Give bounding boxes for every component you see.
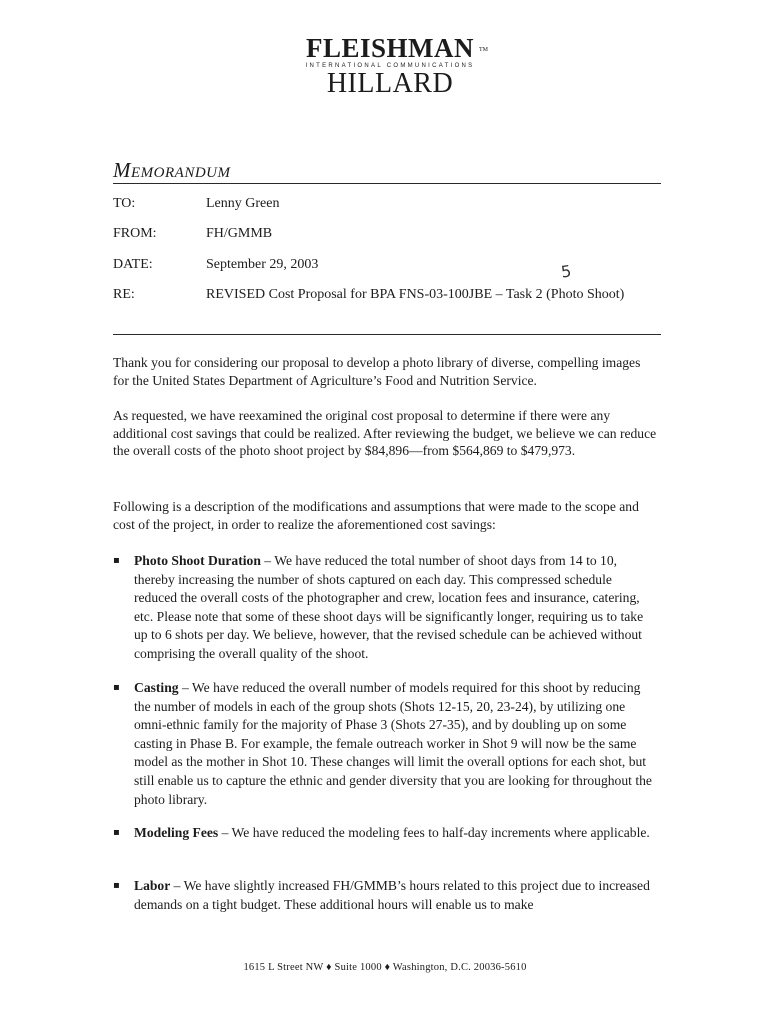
bullet-text [134, 679, 658, 809]
divider-top [113, 183, 661, 184]
logo-name-top [305, 33, 489, 63]
date-value: September 29, 2003 [206, 257, 319, 272]
handwritten-annotation: 5 [559, 261, 573, 282]
logo-name-top-text: FLEISHMAN [305, 33, 475, 63]
to-label: TO: [113, 196, 136, 211]
memo-title-initial: M [113, 158, 131, 182]
bullet-title: Modeling Fees [134, 825, 219, 840]
bullet-marker: ▪ [113, 880, 120, 891]
paragraph-intro: Thank you for considering our proposal to develop a photo library of diverse, compelling images for the United States Department of Agriculture’s Food and Nutrition Service. [113, 355, 641, 388]
paragraph-modifications: Following is a description of the modifications and assumptions that were made to the scope and cost of the project, in order to realize the aforementioned cost savings: [113, 499, 639, 532]
bullet-body: – We have reduced the total number of shoot days from 14 to 10, thereby increasing the number of shots captured on each day. This compressed schedule reduced the overall costs of the photographer and crew, location fees and insurance, catering, etc. Please note that some of these shoot days will be significantly longer, requiring us to take up to 6 shots per day. We believe, however, that the revised schedule can be achieved without comprising the overall quality of the shoot. [134, 553, 644, 661]
divider-bottom [113, 334, 661, 335]
date-label: DATE: [113, 257, 153, 272]
bullet-body: – We have reduced the overall number of models required for this shoot by reducing the number of models in each of the group shots (Shots 12-15, 20, 23-24), by utilizing one omni-ethnic family for the majority of Phase 3 (Shots 27-35), and by doubling up on some casting in Phase B. For example, the female outreach worker in Shot 9 will now be the same model as the mother in Shot 10. These changes will limit the overall options for each shot, but still enable us to capture the ethnic and gender diversity that you are looking for throughout the photo library. [134, 680, 652, 807]
bullet-body: – We have reduced the modeling fees to half-day increments where applicable. [218, 825, 650, 840]
bullet-title: Labor [134, 878, 171, 893]
memo-title [113, 158, 230, 183]
bullet-title: Casting [134, 680, 179, 695]
re-value: REVISED Cost Proposal for BPA FNS-03-100JBE – Task 2 (Photo Shoot) [206, 287, 625, 302]
bullet-marker: ▪ [113, 827, 120, 838]
from-value: FH/GMMB [206, 226, 273, 241]
bullet-body: – We have slightly increased FH/GMMB’s hours related to this project due to increased demands on a tight budget. These additional hours will enable us to make [134, 878, 650, 912]
paragraph-cost-savings: As requested, we have reexamined the original cost proposal to determine if there were any additional cost savings that could be realized. After reviewing the budget, we believe we can reduce the overall costs of the photo shoot project by $84,896—from $564,869 to $479,973. [113, 408, 657, 459]
footer-address: 1615 L Street NW ♦ Suite 1000 ♦ Washington, D.C. 20036-5610 [243, 962, 527, 973]
bullet-marker: ▪ [113, 682, 120, 693]
memo-title-rest: EMORANDUM [131, 165, 231, 181]
letterhead-logo [280, 34, 500, 98]
logo-name-bottom: HILLARD [326, 68, 454, 99]
from-label: FROM: [113, 226, 157, 241]
bullet-text [134, 877, 658, 914]
logo-subtitle: INTERNATIONAL COMMUNICATIONS [305, 63, 475, 69]
re-label: RE: [113, 287, 135, 302]
bullet-text [134, 824, 658, 843]
bullet-marker: ▪ [113, 555, 120, 566]
bullet-title: Photo Shoot Duration [134, 553, 261, 568]
to-value: Lenny Green [206, 196, 280, 211]
trademark-mark: TM [479, 47, 489, 53]
bullet-text [134, 552, 658, 664]
